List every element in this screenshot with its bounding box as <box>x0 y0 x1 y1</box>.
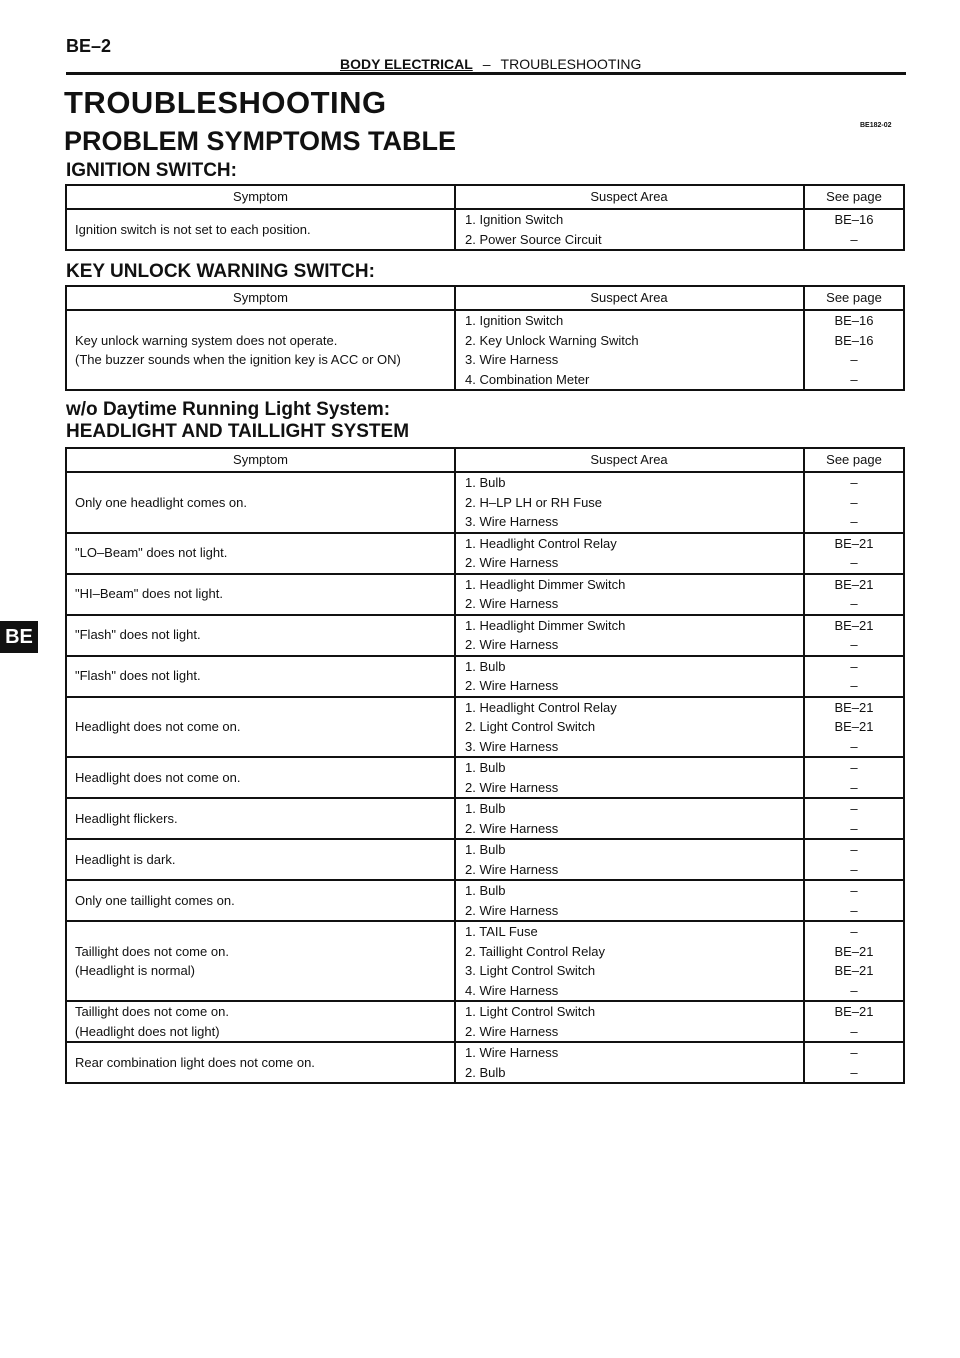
table-heading: IGNITION SWITCH: <box>66 160 237 181</box>
symptom-cell <box>67 1043 456 1082</box>
table-row <box>67 208 903 249</box>
see-page-cell-text: – <box>850 902 858 918</box>
suspect-area-cell <box>456 575 805 614</box>
symptom-cell <box>67 311 456 389</box>
suspect-area-cell-text: 1. Bulb <box>465 842 506 857</box>
see-page-cell-text: – <box>850 924 858 939</box>
suspect-area-cell-text: 2. Key Unlock Warning Switch <box>465 332 639 348</box>
symptom-cell-text: Taillight does not come on. <box>75 943 229 959</box>
see-page-cell-text: – <box>850 760 858 775</box>
see-page-cell-text: – <box>850 637 858 652</box>
table-row <box>67 797 903 838</box>
suspect-area-cell-text: 2. Light Control Switch <box>465 719 596 734</box>
side-tab: BE <box>0 621 38 653</box>
table-header-row <box>67 449 903 471</box>
see-page-cell-text: BE–21 <box>834 1004 874 1019</box>
table-row <box>67 920 903 1000</box>
symptom-cell-text: Taillight does not come on. <box>75 1004 229 1019</box>
table-row <box>67 879 903 920</box>
see-page-cell-text: BE–21 <box>834 699 874 715</box>
see-page-cell <box>805 758 903 797</box>
suspect-area-cell-text: 1. Ignition Switch <box>465 313 564 328</box>
suspect-area-cell-text: 2. Wire Harness <box>465 678 559 693</box>
table-row <box>67 573 903 614</box>
see-page-cell-text: BE–21 <box>834 576 874 592</box>
header-symptom-text: Symptom <box>233 452 288 467</box>
document-code: BE182-02 <box>860 122 892 129</box>
suspect-area-cell-text: 3. Wire Harness <box>465 738 559 754</box>
see-page-cell-text: BE–21 <box>834 963 874 978</box>
suspect-area-cell-text: 1. Ignition Switch <box>465 212 564 227</box>
see-page-cell-text: BE–21 <box>834 943 874 959</box>
suspect-area-cell <box>456 840 805 879</box>
running-header <box>340 56 641 72</box>
see-page-cell-text: – <box>850 883 858 898</box>
see-page-cell-text: – <box>850 1023 858 1039</box>
symptom-cell <box>67 657 456 696</box>
table-row <box>67 309 903 389</box>
table-row <box>67 838 903 879</box>
suspect-area-cell-text: 2. H–LP LH or RH Fuse <box>465 494 603 510</box>
header-see-page <box>805 186 903 208</box>
header-section: BODY ELECTRICAL <box>340 56 473 72</box>
see-page-cell <box>805 210 903 249</box>
see-page-cell-text: – <box>850 1064 858 1080</box>
symptom-cell <box>67 922 456 1000</box>
suspect-area-cell-text: 1. TAIL Fuse <box>465 924 538 939</box>
see-page-cell-text: BE–21 <box>834 535 874 551</box>
suspect-area-cell-text: 2. Taillight Control Relay <box>465 943 605 959</box>
suspect-area-cell-text: 3. Light Control Switch <box>465 963 596 978</box>
see-page-cell <box>805 922 903 1000</box>
see-page-cell-text: – <box>850 779 858 795</box>
header-see-page <box>805 449 903 471</box>
suspect-area-cell-text: 1. Headlight Control Relay <box>465 535 617 551</box>
symptom-cell-text: Headlight flickers. <box>75 810 178 826</box>
header-topic: TROUBLESHOOTING <box>500 56 642 72</box>
header-suspect-area-text: Suspect Area <box>590 452 668 467</box>
header-symptom-text: Symptom <box>233 189 288 204</box>
see-page-cell-text: – <box>850 738 858 754</box>
symptom-cell <box>67 575 456 614</box>
symptom-cell <box>67 758 456 797</box>
header-see-page-text: See page <box>826 452 882 467</box>
symptom-cell <box>67 799 456 838</box>
suspect-area-cell <box>456 210 805 249</box>
see-page-cell-text: BE–21 <box>834 719 874 734</box>
table-row <box>67 655 903 696</box>
see-page-cell <box>805 698 903 757</box>
symptom-cell <box>67 473 456 532</box>
table-heading: KEY UNLOCK WARNING SWITCH: <box>66 261 375 282</box>
table-row <box>67 1000 903 1041</box>
header-see-page-text: See page <box>826 189 882 204</box>
symptom-cell <box>67 1002 456 1041</box>
symptom-cell-text: Headlight does not come on. <box>75 719 241 734</box>
suspect-area-cell <box>456 534 805 573</box>
table-row <box>67 1041 903 1082</box>
symptom-cell <box>67 616 456 655</box>
see-page-cell-text: – <box>850 820 858 836</box>
suspect-area-cell-text: 3. Wire Harness <box>465 514 559 529</box>
symptom-cell-text: Headlight is dark. <box>75 851 176 867</box>
see-page-cell-text: – <box>850 596 858 611</box>
symptom-cell-text: (Headlight is normal) <box>75 963 195 978</box>
symptom-cell <box>67 534 456 573</box>
table-row <box>67 696 903 757</box>
suspect-area-cell <box>456 799 805 838</box>
suspect-area-cell-text: 1. Headlight Dimmer Switch <box>465 617 626 633</box>
symptom-cell-text: Headlight does not come on. <box>75 769 241 785</box>
header-suspect-area-text: Suspect Area <box>590 290 668 305</box>
see-page-cell-text: – <box>850 371 858 387</box>
see-page-cell-text: – <box>850 842 858 857</box>
header-suspect-area-text: Suspect Area <box>590 189 668 204</box>
see-page-cell <box>805 534 903 573</box>
table-header-row <box>67 287 903 309</box>
see-page-cell <box>805 840 903 879</box>
symptom-cell <box>67 840 456 879</box>
symptom-cell <box>67 698 456 757</box>
header-suspect-area <box>456 449 805 471</box>
table-row <box>67 471 903 532</box>
header-separator: – <box>482 56 491 72</box>
see-page-cell-text: – <box>850 475 858 490</box>
see-page-cell-text: – <box>850 352 858 367</box>
see-page-cell-text: – <box>850 801 858 816</box>
symptoms-table <box>65 285 905 391</box>
header-symptom <box>67 287 456 309</box>
symptom-cell-text: Rear combination light does not come on. <box>75 1054 315 1070</box>
suspect-area-cell <box>456 616 805 655</box>
see-page-cell <box>805 616 903 655</box>
symptom-cell-text: Ignition switch is not set to each position. <box>75 221 311 237</box>
symptom-cell-text: "Flash" does not light. <box>75 627 201 643</box>
suspect-area-cell <box>456 881 805 920</box>
symptom-cell <box>67 881 456 920</box>
symptom-cell-text: (The buzzer sounds when the ignition key is ACC or ON) <box>75 352 401 367</box>
suspect-area-cell-text: 2. Wire Harness <box>465 596 559 611</box>
suspect-area-cell-text: 1. Wire Harness <box>465 1045 559 1060</box>
page-number: BE–2 <box>66 36 112 56</box>
suspect-area-cell-text: 2. Wire Harness <box>465 902 559 918</box>
see-page-cell-text: BE–16 <box>834 332 874 348</box>
symptom-cell <box>67 210 456 249</box>
see-page-cell-text: – <box>850 555 858 570</box>
suspect-area-cell <box>456 311 805 389</box>
table-row <box>67 756 903 797</box>
page-title: TROUBLESHOOTING <box>64 85 387 120</box>
suspect-area-cell-text: 1. Headlight Control Relay <box>465 699 617 715</box>
suspect-area-cell <box>456 698 805 757</box>
symptom-cell-text: "LO–Beam" does not light. <box>75 545 228 561</box>
header-suspect-area <box>456 186 805 208</box>
header-symptom <box>67 449 456 471</box>
suspect-area-cell <box>456 473 805 532</box>
suspect-area-cell <box>456 922 805 1000</box>
suspect-area-cell-text: 2. Wire Harness <box>465 861 559 877</box>
see-page-cell <box>805 575 903 614</box>
see-page-cell-text: – <box>850 658 858 674</box>
see-page-cell <box>805 1043 903 1082</box>
table-heading: w/o Daytime Running Light System: <box>66 399 391 420</box>
suspect-area-cell-text: 2. Power Source Circuit <box>465 231 602 247</box>
symptom-cell-text: (Headlight does not light) <box>75 1023 220 1039</box>
suspect-area-cell <box>456 758 805 797</box>
suspect-area-cell-text: 1. Bulb <box>465 760 506 775</box>
suspect-area-cell-text: 1. Headlight Dimmer Switch <box>465 576 626 592</box>
header-see-page <box>805 287 903 309</box>
suspect-area-cell-text: 1. Bulb <box>465 475 506 490</box>
page-subtitle: PROBLEM SYMPTOMS TABLE <box>64 126 457 156</box>
table-row <box>67 614 903 655</box>
symptoms-table <box>65 447 905 1084</box>
header-suspect-area <box>456 287 805 309</box>
header-rule <box>66 72 906 75</box>
see-page-cell-text: – <box>850 494 858 510</box>
table-row <box>67 532 903 573</box>
see-page-cell-text: – <box>850 678 858 693</box>
symptom-cell-text: Only one headlight comes on. <box>75 494 247 510</box>
see-page-cell-text: – <box>850 1045 858 1060</box>
suspect-area-cell-text: 2. Wire Harness <box>465 637 559 652</box>
suspect-area-cell-text: 2. Wire Harness <box>465 779 559 795</box>
suspect-area-cell-text: 2. Wire Harness <box>465 555 559 570</box>
see-page-cell-text: – <box>850 231 858 247</box>
header-symptom-text: Symptom <box>233 290 288 305</box>
table-subheading: HEADLIGHT AND TAILLIGHT SYSTEM <box>66 421 410 442</box>
symptom-cell-text: "HI–Beam" does not light. <box>75 586 223 602</box>
suspect-area-cell-text: 2. Wire Harness <box>465 1023 559 1039</box>
symptom-cell-text: "Flash" does not light. <box>75 668 201 684</box>
see-page-cell-text: BE–16 <box>834 212 874 227</box>
see-page-cell-text: – <box>850 982 858 998</box>
suspect-area-cell-text: 1. Light Control Switch <box>465 1004 596 1019</box>
see-page-cell-text: – <box>850 514 858 529</box>
suspect-area-cell-text: 2. Bulb <box>465 1064 506 1080</box>
see-page-cell-text: BE–21 <box>834 617 874 633</box>
header-see-page-text: See page <box>826 290 882 305</box>
see-page-cell <box>805 311 903 389</box>
suspect-area-cell-text: 4. Combination Meter <box>465 371 590 387</box>
header-symptom <box>67 186 456 208</box>
see-page-cell <box>805 1002 903 1041</box>
see-page-cell <box>805 657 903 696</box>
see-page-cell <box>805 881 903 920</box>
suspect-area-cell-text: 1. Bulb <box>465 883 506 898</box>
symptom-cell-text: Key unlock warning system does not operate. <box>75 332 338 348</box>
see-page-cell-text: – <box>850 861 858 877</box>
see-page-cell-text: BE–16 <box>834 313 874 328</box>
table-header-row <box>67 186 903 208</box>
suspect-area-cell <box>456 1043 805 1082</box>
symptoms-table <box>65 184 905 251</box>
suspect-area-cell-text: 1. Bulb <box>465 801 506 816</box>
see-page-cell <box>805 799 903 838</box>
suspect-area-cell <box>456 657 805 696</box>
see-page-cell <box>805 473 903 532</box>
suspect-area-cell-text: 2. Wire Harness <box>465 820 559 836</box>
suspect-area-cell-text: 1. Bulb <box>465 658 506 674</box>
suspect-area-cell-text: 3. Wire Harness <box>465 352 559 367</box>
suspect-area-cell-text: 4. Wire Harness <box>465 982 559 998</box>
suspect-area-cell <box>456 1002 805 1041</box>
symptom-cell-text: Only one taillight comes on. <box>75 892 235 908</box>
